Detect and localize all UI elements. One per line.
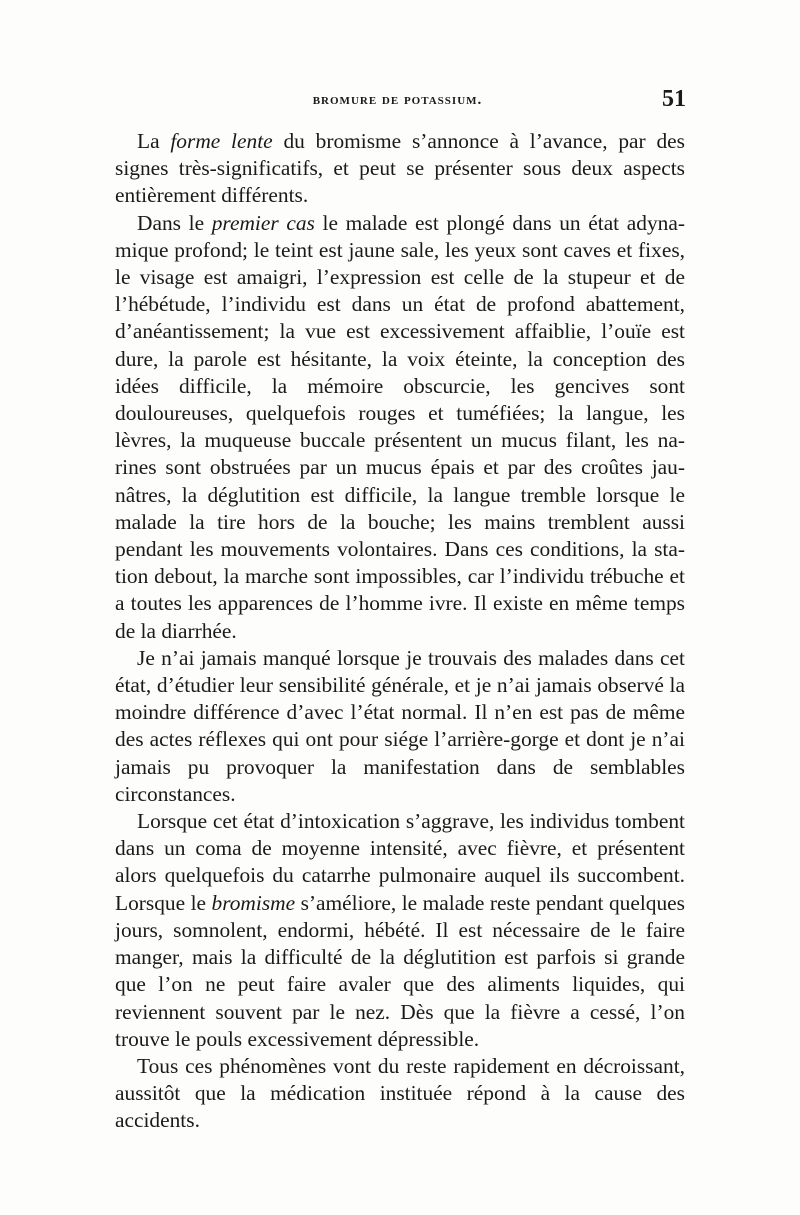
text-segment: Je n’ai jamais manqué lorsque je trouvais des malades dans cet état, d’étudier leur sensibilité générale, et je n’ai jamais observé la moindre différence d’avec l’état normal. Il n’en est pas de même des actes réflexes qui ont pour siége l’arrière-gorge et dont je n’ai jamais pu provoquer la manifestation dans de semblables circonstances. xyxy=(115,645,685,806)
page-header xyxy=(115,86,686,122)
paragraph-2 xyxy=(115,210,685,645)
italic-word-bromisme: bromisme xyxy=(211,890,296,915)
paragraph-4 xyxy=(115,808,685,1053)
paragraph-1 xyxy=(115,128,685,210)
text-segment: Dans le xyxy=(137,210,212,235)
text-segment: Tous ces phénomènes vont du reste rapidement en décroissant, aussitôt que la médication instituée répond à la cause des accidents. xyxy=(115,1053,685,1133)
text-segment: du bromisme s’annonce à l’avance, par des signes très-significatifs, et peut se présenter sous deux aspects entièrement différents. xyxy=(115,129,685,208)
italic-phrase-premier-cas: premier cas xyxy=(211,210,315,235)
italic-phrase-forme-lente: forme lente xyxy=(170,129,273,153)
body-text xyxy=(115,128,685,1135)
paragraph-3 xyxy=(115,645,685,808)
paragraph-5 xyxy=(115,1053,685,1135)
running-head: bromure de potassium. xyxy=(312,92,483,108)
text-segment: Lorsque cet état d’intoxication s’aggrave, les individus tombent dans un coma de moyenne intensité, avec fièvre, et présentent alors quelquefois du catarrhe pulmonaire auquel ils succombent. Lorsque le xyxy=(115,809,685,915)
text-segment: le malade est plongé dans un état adynamique profond; le teint est jaune sale, les yeux sont caves et fixes, le visage est amaigri, l’expression est celle de la stupeur et de l’hébétude, l’individu est dans un état de profond abattement, d’anéantissement; la vue est excessivement affaiblie, l’ouïe est dure, la parole est hésitante, la voix éteinte, la conception des idées difficile, la mémoire obscurcie, les gencives sont douloureuses, quelquefois rouges et tuméfiées; la langue, les lèvres, la muqueuse buccale présentent un mucus filant, les narines sont obstruées par un mucus épais et par des croûtes jaunâtres, la déglutition est difficile, la langue tremble lorsque le malade la tire hors de la bouche; les mains tremblent aussi pendant les mouvements volontaires. Dans ces conditions, la station debout, la marche sont impossibles, car l’individu trébuche et a toutes les apparences de l’homme ivre. Il existe en même temps de la diarrhée. xyxy=(115,210,685,643)
page-number: 51 xyxy=(662,86,686,112)
text-segment: s’améliore, le malade reste pendant quelques jours, somnolent, endormi, hébété. Il est nécessaire de le faire manger, mais la difficulté de la déglutition est parfois si grande que l’on ne peut faire avaler que des aliments liquides, qui reviennent souvent par le nez. Dès que la fièvre a cessé, l’on trouve le pouls excessivement dépressible. xyxy=(115,890,685,1051)
text-segment: La xyxy=(137,129,171,153)
